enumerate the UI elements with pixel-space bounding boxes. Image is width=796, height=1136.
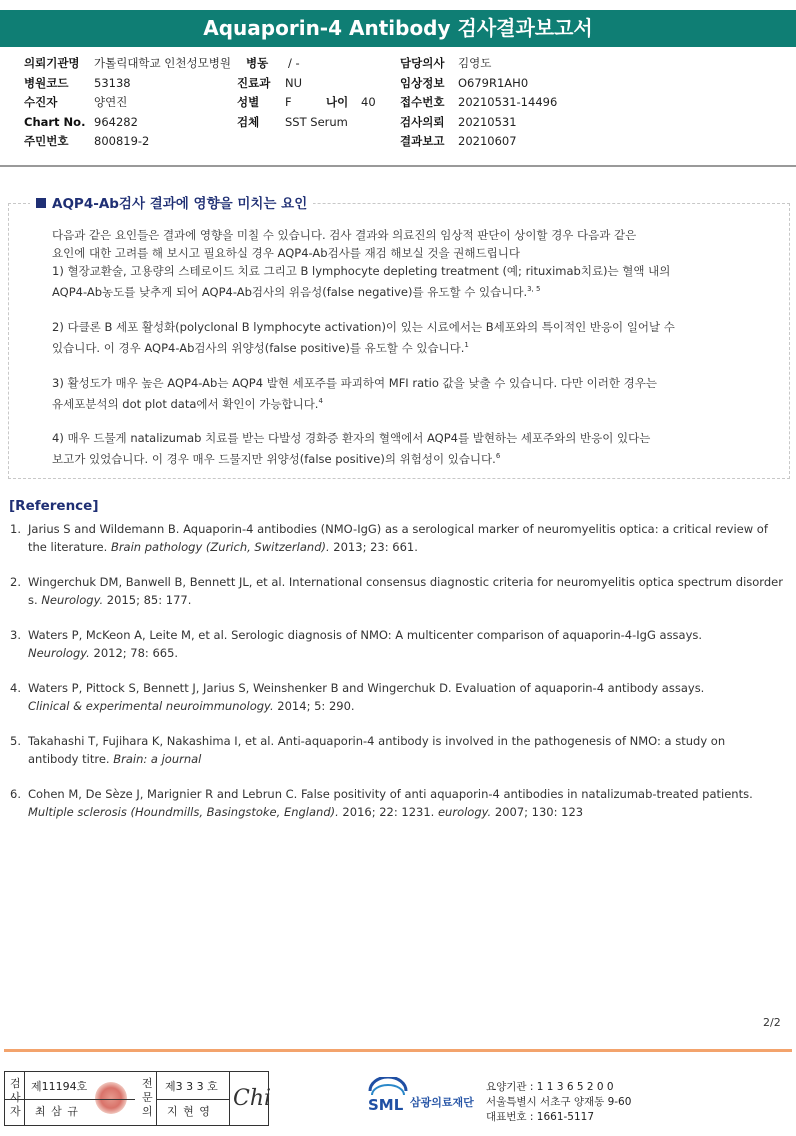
age-value: 40 xyxy=(361,95,376,109)
reference-list xyxy=(10,520,796,838)
notice-item-3: 3) 활성도가 매우 높은 AQP4-Ab는 AQP4 발현 세포주를 파괴하여 MFI ratio 값을 낮출 수 있습니다. 다만 이러한 경우는 유세포분석의 dot plot data에서 확인이 가능합니다.$^4$ xyxy=(52,375,657,411)
institution-value: 가톨릭대학교 인천성모병원 xyxy=(94,56,231,70)
reception-value: 20210531-14496 xyxy=(458,95,558,109)
specimen-label: 검체 xyxy=(237,115,260,129)
page-number: 2/2 xyxy=(763,1016,781,1029)
resident-no-value: 800819-2 xyxy=(94,134,150,148)
specialist-label: 전문의 xyxy=(142,1077,153,1118)
notice-title xyxy=(30,192,313,212)
specimen-value: SST Serum xyxy=(285,115,348,129)
age-label: 나이 xyxy=(326,95,349,109)
hospital-code-value: 53138 xyxy=(94,76,131,90)
request-date-label: 검사의뢰 xyxy=(400,115,445,129)
patient-info-block xyxy=(0,54,796,162)
sex-value: F xyxy=(285,95,292,109)
patient-label: 수진자 xyxy=(24,95,58,109)
notice-body xyxy=(52,226,767,485)
org-phone: 대표번호 : 1661-5117 xyxy=(486,1111,595,1123)
department-label: 진료과 xyxy=(237,76,271,90)
clinical-label: 임상정보 xyxy=(400,76,445,90)
signature-box xyxy=(4,1071,272,1126)
request-date-value: 20210531 xyxy=(458,115,517,129)
specialist-license: 제3 3 3 호 xyxy=(165,1080,218,1093)
ward-label: 병동 xyxy=(246,56,269,70)
logo-text: SML xyxy=(368,1096,404,1114)
square-bullet-icon xyxy=(36,198,46,208)
examiner-license: 제11194호 xyxy=(31,1080,88,1093)
chart-no-value: 964282 xyxy=(94,115,138,129)
examiner-seal-icon xyxy=(95,1082,127,1114)
resident-no-label: 주민번호 xyxy=(24,134,69,148)
doctor-label: 담당의사 xyxy=(400,56,445,70)
notice-intro: 다음과 같은 요인들은 결과에 영향을 미칠 수 있습니다. 검사 결과와 의료진의 임상적 판단이 상이할 경우 다음과 같은 요인에 대한 고려를 해 보시고 필요하실 경우 AQP4-Ab검사를 재검 해보실 것을 권해드립니다 1) 혈장교환술, 고용량의 스테로이드 치료 그리고 B lymphocyte depleting treatment (예; rituximab치료)는 혈액 내의 AQP4-Ab농도를 낮추게 되어 AQP4-Ab검사의 위음성(false negative)를 유도할 수 있습니다.$^{3, 5}$ xyxy=(52,228,671,299)
notice-title-text: AQP4-Ab검사 결과에 영향을 미치는 요인 xyxy=(52,196,308,212)
clinical-value: O679R1AH0 xyxy=(458,76,529,90)
header-divider xyxy=(0,165,796,167)
institution-number: 요양기관 : 1 1 3 6 5 2 0 0 xyxy=(486,1081,614,1093)
reception-label: 접수번호 xyxy=(400,95,445,109)
report-date-value: 20210607 xyxy=(458,134,517,148)
reference-item: 6. Cohen M, De Sèze J, Marignier R and Lebrun C. False positivity of anti aquaporin-4 antibodies in natalizumab-treated patients. Multiple sclerosis (Houndmills, Basingstoke, England). 2016; 22: 1231. eurology. 2007; 130: 123 xyxy=(10,787,753,819)
doctor-value: 김영도 xyxy=(458,56,492,70)
reference-heading: [Reference] xyxy=(9,498,99,514)
org-contact xyxy=(486,1080,631,1125)
specialist-name: 지 현 영 xyxy=(167,1105,211,1118)
notice-item-2: 2) 다클론 B 세포 활성화(polyclonal B lymphocyte activation)이 있는 시료에서는 B세포와의 특이적인 반응이 일어날 수 있습니다. 이 경우 AQP4-Ab검사의 위양성(false positive)를 유도할 수 있습니다.$^1$ xyxy=(52,319,675,355)
reference-item: 2. Wingerchuk DM, Banwell B, Bennett JL, et al. International consensus diagnostic criteria for neuromyelitis optica spectrum disorder s. Neurology. 2015; 85: 177. xyxy=(10,575,783,607)
report-title: Aquaporin-4 Antibody 검사결과보고서 xyxy=(0,10,796,47)
signature: Chi xyxy=(233,1086,272,1111)
reference-item: 5. Takahashi T, Fujihara K, Nakashima I, et al. Anti-aquaporin-4 antibody is involved in the pathogenesis of NMO: a study on antibody titre. Brain: a journal xyxy=(10,734,726,766)
chart-no-label: Chart No. xyxy=(24,115,86,129)
sml-logo-icon xyxy=(366,1077,410,1115)
ward-value: / - xyxy=(288,56,300,70)
reference-item: 4. Waters P, Pittock S, Bennett J, Jarius S, Weinshenker B and Wingerchuk D. Evaluation of aquaporin-4 antibody assays. Clinical & experimental neuroimmunology. 2014; 5: 290. xyxy=(10,681,705,713)
reference-item: 3. Waters P, McKeon A, Leite M, et al. Serologic diagnosis of NMO: A multicenter comparison of aquaporin-4-IgG assays. Neurology. 2012; 78: 665. xyxy=(10,628,703,660)
examiner-label: 검사자 xyxy=(10,1077,21,1118)
sex-label: 성별 xyxy=(237,95,260,109)
org-name: 삼광의료재단 xyxy=(410,1096,474,1109)
hospital-code-label: 병원코드 xyxy=(24,76,69,90)
footer-divider xyxy=(4,1049,792,1052)
institution-label: 의뢰기관명 xyxy=(24,56,80,70)
examiner-name: 최 삼 규 xyxy=(35,1105,79,1118)
report-date-label: 결과보고 xyxy=(400,134,445,148)
notice-item-4: 4) 매우 드물게 natalizumab 치료를 받는 다발성 경화증 환자의 혈액에서 AQP4를 발현하는 세포주와의 반응이 있다는 보고가 있었습니다. 이 경우 매우 드물지만 위양성(false positive)의 위험성이 있습니다.$^6$ xyxy=(52,431,651,467)
patient-value: 양연진 xyxy=(94,95,128,109)
reference-item: 1. Jarius S and Wildemann B. Aquaporin-4 antibodies (NMO-IgG) as a serological marker of neuromyelitis optica: a critical review of the literature. Brain pathology (Zurich, Switzerland). 2013; 23: 661. xyxy=(10,522,768,554)
department-value: NU xyxy=(285,76,303,90)
org-address: 서울특별시 서초구 양재동 9-60 xyxy=(486,1096,632,1108)
